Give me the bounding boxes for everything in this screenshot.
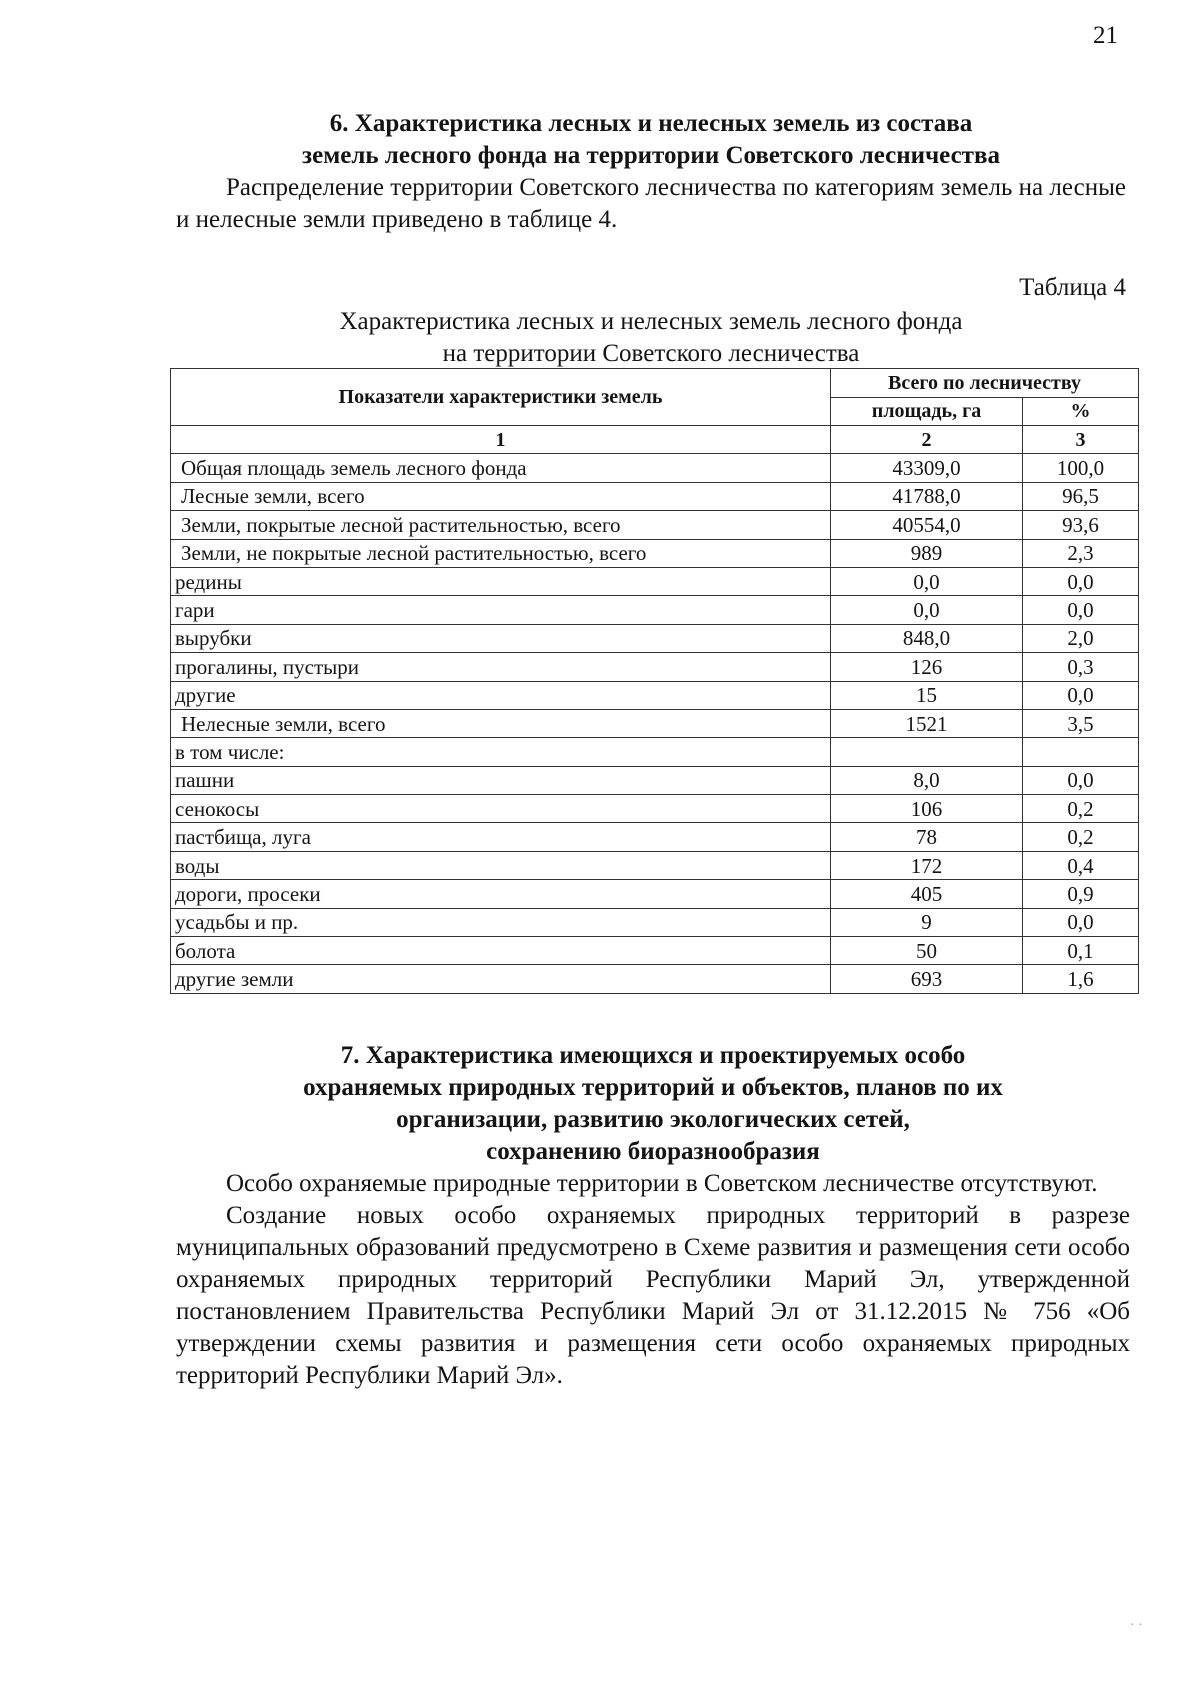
row-name: Лесные земли, всего [171,482,831,510]
page-number: 21 [1093,22,1118,49]
column-number-3: 3 [1023,426,1139,454]
row-percent: 0,0 [1023,908,1139,936]
row-name: пашни [171,766,831,794]
row-percent: 1,6 [1023,965,1139,993]
header-area: площадь, га [831,397,1023,426]
row-percent: 96,5 [1023,482,1139,510]
row-area: 0,0 [831,567,1023,595]
table-row [171,795,1139,823]
row-area: 50 [831,937,1023,965]
scan-artifact: · · [1130,1618,1143,1633]
row-percent: 0,9 [1023,880,1139,908]
table-label: Таблица 4 [1019,274,1126,301]
row-area: 405 [831,880,1023,908]
row-percent: 0,0 [1023,681,1139,709]
row-area: 78 [831,823,1023,851]
section-7-heading-line-4: сохранению биоразнообразия [486,1138,820,1165]
row-area: 8,0 [831,766,1023,794]
row-percent: 0,0 [1023,567,1139,595]
row-name: воды [171,851,831,879]
row-area: 9 [831,908,1023,936]
row-area: 693 [831,965,1023,993]
row-area: 0,0 [831,596,1023,624]
row-name: болота [171,937,831,965]
table-caption-line-2: на территории Советского лесничества [442,340,860,367]
table-row [171,653,1139,681]
row-name: прогалины, пустыри [171,653,831,681]
row-area: 43309,0 [831,454,1023,482]
row-area: 1521 [831,709,1023,737]
row-percent: 93,6 [1023,511,1139,539]
section-6-paragraph: Распределение территории Советского лесничества по категориям земель на лесные и нелесные земли приведено в таблице 4. [176,174,1126,233]
table-row [171,567,1139,595]
row-name: Земли, не покрытые лесной растительностью, всего [171,539,831,567]
header-percent: % [1023,397,1139,426]
row-percent: 100,0 [1023,454,1139,482]
row-area: 15 [831,681,1023,709]
table-row [171,738,1139,766]
table-row [171,624,1139,652]
row-name: Общая площадь земель лесного фонда [171,454,831,482]
row-name: усадьбы и пр. [171,908,831,936]
table-caption-line-1: Характеристика лесных и нелесных земель лесного фонда [339,308,963,335]
table-row [171,482,1139,510]
row-name: сенокосы [171,795,831,823]
table-row [171,681,1139,709]
table-row [171,880,1139,908]
land-characteristics-table [170,368,1139,994]
section-7-heading-line-2: охраняемых природных территорий и объектов, планов по их [303,1074,1003,1101]
table-row [171,851,1139,879]
row-name: редины [171,567,831,595]
row-name: Нелесные земли, всего [171,709,831,737]
table-row [171,766,1139,794]
table-row [171,454,1139,482]
table-row [171,908,1139,936]
table-row [171,596,1139,624]
section-6-heading-line-1: 6. Характеристика лесных и нелесных земель из состава [329,110,973,137]
row-percent: 0,2 [1023,795,1139,823]
section-7-heading-line-3: организации, развитию экологических сетей, [396,1106,910,1133]
row-area: 40554,0 [831,511,1023,539]
row-name: другие земли [171,965,831,993]
row-percent: 2,3 [1023,539,1139,567]
row-area: 126 [831,653,1023,681]
row-name: гари [171,596,831,624]
row-area: 106 [831,795,1023,823]
column-number-2: 2 [831,426,1023,454]
row-percent [1023,738,1139,766]
row-percent: 0,4 [1023,851,1139,879]
row-name: пастбища, луга [171,823,831,851]
table-row [171,965,1139,993]
row-name: вырубки [171,624,831,652]
section-7-heading-line-1: 7. Характеристика имеющихся и проектируемых особо [340,1042,966,1069]
row-name: дороги, просеки [171,880,831,908]
row-percent: 3,5 [1023,709,1139,737]
row-area: 989 [831,539,1023,567]
row-area: 172 [831,851,1023,879]
row-name: Земли, покрытые лесной растительностью, всего [171,511,831,539]
land-table-wrapper [170,368,1138,994]
row-area: 41788,0 [831,482,1023,510]
row-percent: 0,2 [1023,823,1139,851]
table-row [171,709,1139,737]
header-indicators: Показатели характеристики земель [171,369,831,426]
table-row [171,539,1139,567]
row-percent: 2,0 [1023,624,1139,652]
table-row [171,937,1139,965]
header-total: Всего по лесничеству [831,369,1139,398]
section-7 [176,1040,1130,1392]
section-6 [176,108,1126,236]
section-7-paragraph-2: Создание новых особо охраняемых природных территорий в разрезе муниципальных образований предусмотрено в Схеме развития и размещения сети особо охраняемых природных территорий Республики Марий Эл, утвержденной постановлением Правительства Республики Марий Эл от 31.12.2015 № 756 «Об утверждении схемы развития и размещения сети особо охраняемых природных территорий Республики Марий Эл». [176,1202,1130,1389]
table-row [171,823,1139,851]
row-percent: 0,0 [1023,766,1139,794]
row-percent: 0,0 [1023,596,1139,624]
row-area [831,738,1023,766]
row-percent: 0,1 [1023,937,1139,965]
row-name: в том числе: [171,738,831,766]
section-6-heading-line-2: земель лесного фонда на территории Советского лесничества [302,142,1000,169]
row-area: 848,0 [831,624,1023,652]
table-row [171,511,1139,539]
column-number-1: 1 [171,426,831,454]
section-7-paragraph-1: Особо охраняемые природные территории в Советском лесничестве отсутствуют. [226,1170,1098,1197]
row-percent: 0,3 [1023,653,1139,681]
table-caption [176,306,1126,370]
row-name: другие [171,681,831,709]
